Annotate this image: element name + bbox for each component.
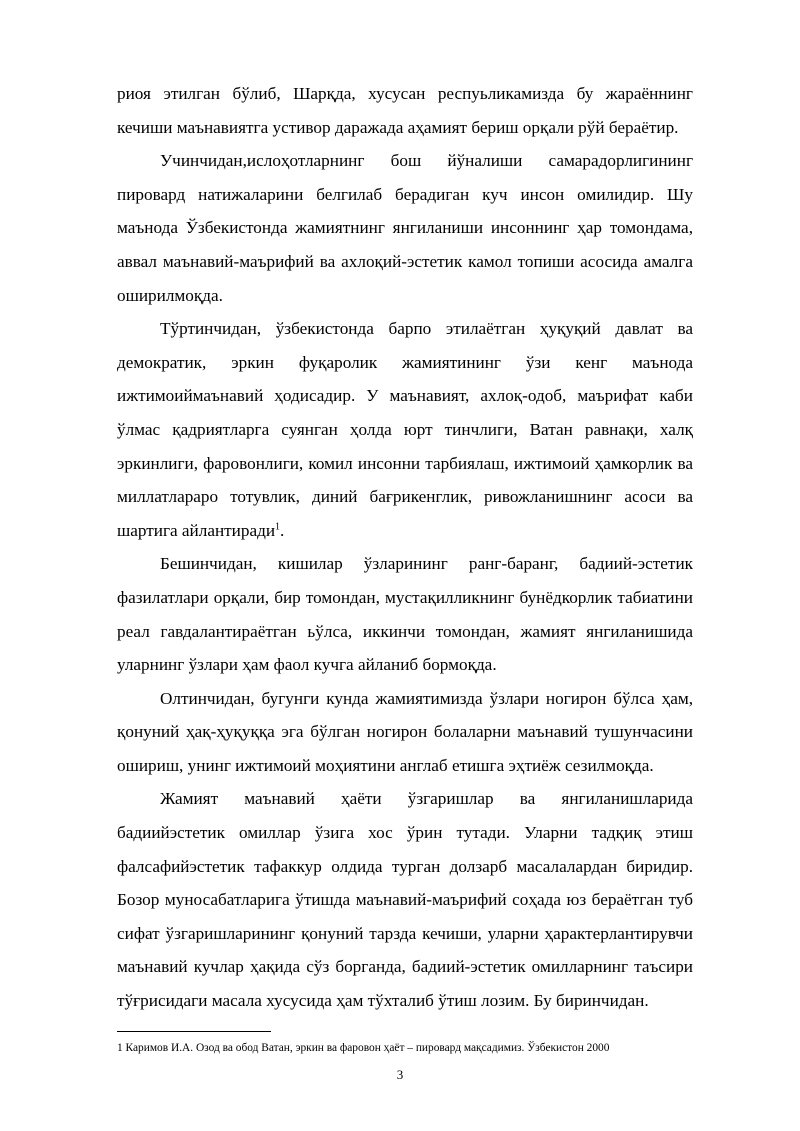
footnote-reference[interactable]: 1 (275, 520, 281, 532)
paragraph-conclusion: Жамият маънавий ҳаёти ўзгаришлар ва янгиланишларида бадиийэстетик омиллар ўзига хос ўрин тутади. Уларни тадқиқ этиш фалсафийэстетик тафаккур олдида турган долзарб масалалардан биридир. Бозор муносабатларига ўтишда маънавий-маърифий соҳада юз бераётган туб сифат ўзгаришларининг қонуний тарзда кечиши, уларни ҳарактерлантирувчи маънавий кучлар ҳақида сўз борганда, бадиий-эстетик омилларнинг таъсири тўғрисидаги масала хусусида ҳам тўхталиб ўтиш лозим. Бу биринчидан. (117, 789, 693, 1011)
footnote-separator (117, 1031, 271, 1032)
paragraph-sixth-point: Олтинчидан, бугунги кунда жамиятимизда ўзлари ногирон бўлса ҳам, қонуний ҳақ-ҳуқуққа эга бўлган ногирон болаларни маънавий тушунчасини ошириш, унинг ижтимоий моҳиятини англаб етишга эҳтиёж сезилмоқда. (117, 688, 693, 775)
paragraph-fourth-point-end: . (280, 520, 285, 540)
paragraph-fourth-point (117, 312, 693, 547)
body-text (117, 77, 693, 1018)
page-number: 3 (396, 1067, 404, 1082)
footnote-text: 1 Каримов И.А. Озод ва обод Ватан, эркин ва фаровон ҳаёт – пировард мақсадимиз. Ўзбекистон 2000 (117, 1042, 610, 1054)
paragraph-third-point: Учинчидан,ислоҳотларнинг бош йўналиши самарадорлигининг пировард натижаларини белгилаб берадиган куч инсон омилидир. Шу маънода Ўзбекистонда жамиятнинг янгиланиши инсоннинг ҳар томондама, аввал маънавий-маърифий ва ахлоқий-эстетик камол топиши асосида амалга оширилмоқда. (117, 151, 693, 305)
paragraph-fifth-point: Бешинчидан, кишилар ўзларининг ранг-баранг, бадиий-эстетик фазилатлари орқали, бир томондан, мустақилликнинг бунёдкорлик табиатини реал гавдалантираётган ьўлса, иккинчи томондан, жамият янгиланишида уларнинг ўзлари ҳам фаол кучга айланиб бормоқда. (117, 554, 693, 675)
paragraph-continuation: риоя этилган бўлиб, Шарқда, хусусан респуьликамизда бу жараённинг кечиши маънавиятга устивор даражада аҳамият бериш орқали рўй бераётир. (117, 84, 693, 137)
paragraph-fourth-point-text: Тўртинчидан, ўзбекистонда барпо этилаётган ҳуқуқий давлат ва демократик, эркин фуқаролик жамиятининг ўзи кенг маънода ижтимоиймаънавий ҳодисадир. У маънавият, ахлоқ-одоб, маърифат каби ўлмас қадриятларга суянган ҳолда юрт тинчлиги, Ватан равнақи, халқ эркинлиги, фаровонлиги, комил инсонни тарбиялаш, ижтимоий ҳамкорлик ва миллатлараро тотувлик, диний бағрикенглик, ривожланишнинг асоси ва шартига айлантиради (117, 319, 693, 540)
